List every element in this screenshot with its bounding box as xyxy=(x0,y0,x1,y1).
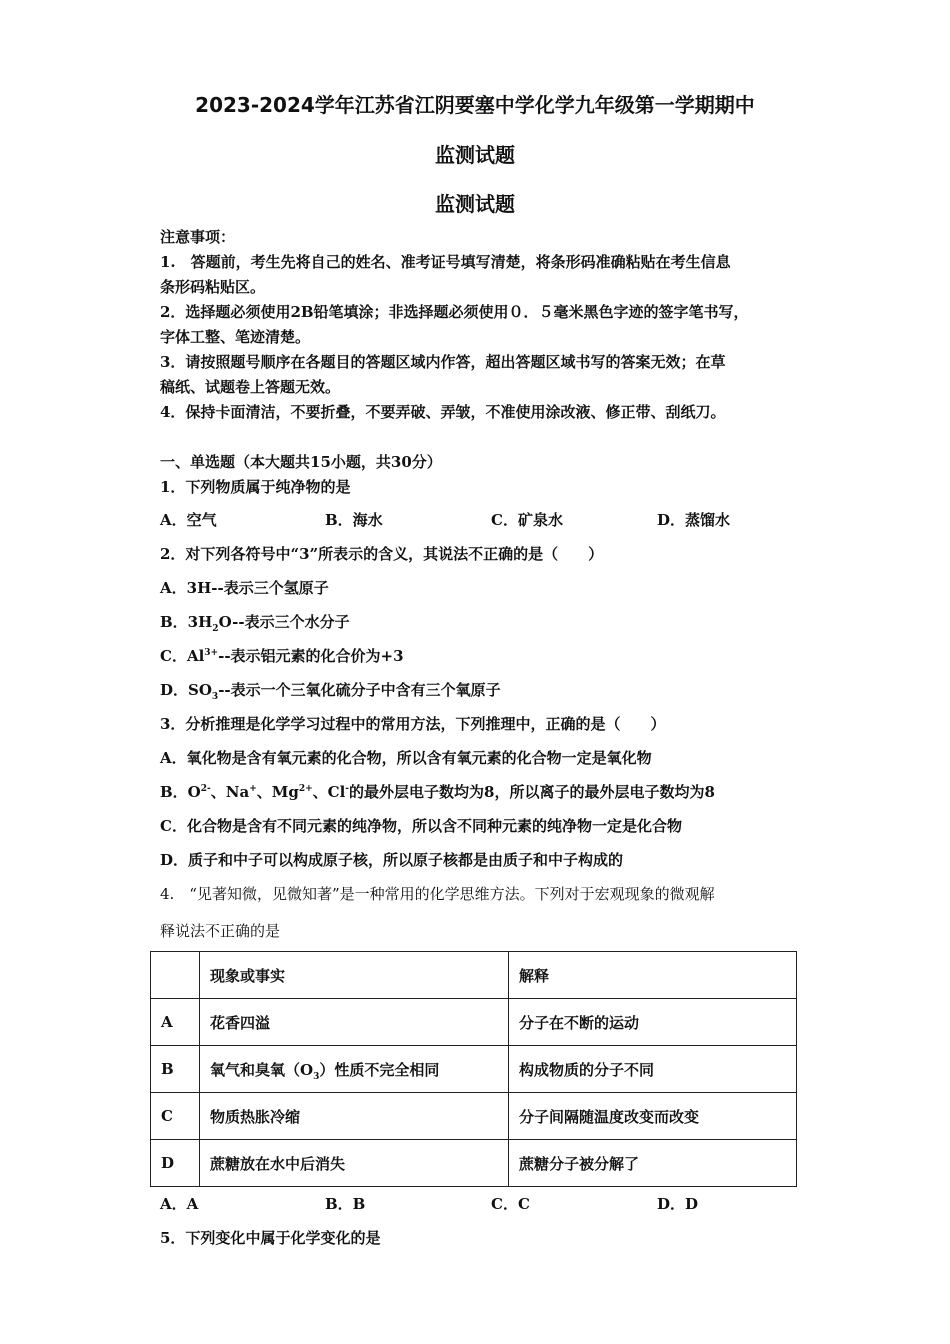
q4-option-c[interactable]: C．C xyxy=(491,1195,530,1213)
q2-option-b[interactable]: B．$3H_2O--$表示三个水分子 xyxy=(160,613,350,634)
q3-option-c[interactable]: C．化合物是含有不同元素的纯净物，所以含不同种元素的纯净物一定是化合物 xyxy=(160,817,682,835)
table-cell-key: C xyxy=(151,1093,200,1140)
table-header-cell xyxy=(151,952,200,999)
notice-2a: 2．选择题必须使用2B铅笔填涂；非选择题必须使用０．５毫米黑色字迹的签字笔书写， xyxy=(160,303,749,321)
q3-option-b[interactable]: B．$O^{2-}$、Na+、$Mg^{2+}$、Cl-的最外层电子数均为8，所以离子的最外层电子数均为8 xyxy=(160,783,715,801)
q1-option-b[interactable]: B．海水 xyxy=(325,511,383,529)
table-header-cell: 解释 xyxy=(509,952,797,999)
table-cell-key: A xyxy=(151,999,200,1046)
table-row xyxy=(151,999,797,1046)
notice-2b: 字体工整、笔迹清楚。 xyxy=(160,328,311,346)
q3-option-a[interactable]: A．氧化物是含有氧元素的化合物，所以含有氧元素的化合物一定是氧化物 xyxy=(160,749,652,767)
notice-1b: 条形码粘贴区。 xyxy=(160,278,266,296)
q4-option-d[interactable]: D．D xyxy=(657,1195,699,1213)
table-cell-key: B xyxy=(151,1046,200,1093)
q4-table xyxy=(150,951,797,1187)
table-cell-fact: 花香四溢 xyxy=(200,999,509,1046)
q2-option-c[interactable]: C．$Al^{3+}--$表示铝元素的化合价为+3 xyxy=(160,647,404,665)
table-header-cell: 现象或事实 xyxy=(200,952,509,999)
section-heading: 一、单选题（本大题共15小题，共30分） xyxy=(160,453,442,471)
q3-stem: 3．分析推理是化学学习过程中的常用方法，下列推理中，正确的是（ ） xyxy=(160,715,666,733)
q4-stem-1: 4. “见著知微，见微知著”是一种常用的化学思维方法。下列对于宏观现象的微观解 xyxy=(160,885,715,903)
q2-stem: 2．对下列各符号中“3”所表示的含义，其说法不正确的是（ ） xyxy=(160,545,604,563)
page-title: 2023-2024学年江苏省江阴要塞中学化学九年级第一学期期中 xyxy=(195,93,755,117)
q2-option-d[interactable]: D．$SO_3--$表示一个三氧化硫分子中含有三个氧原子 xyxy=(160,681,501,702)
page-subtitle: 监测试题 xyxy=(435,143,515,167)
table-row xyxy=(151,1093,797,1140)
table-cell-fact: 氧气和臭氧$(O_3)$性质不完全相同 xyxy=(200,1046,509,1093)
notice-heading: 注意事项： xyxy=(160,228,236,246)
q1-option-c[interactable]: C．矿泉水 xyxy=(491,511,563,529)
q4-option-a[interactable]: A．A xyxy=(160,1195,199,1213)
q1-option-d[interactable]: D．蒸馏水 xyxy=(657,511,731,529)
q1-stem: 1．下列物质属于纯净物的是 xyxy=(160,478,351,496)
table-cell-key: D xyxy=(151,1140,200,1187)
table-cell-fact: 蔗糖放在水中后消失 xyxy=(200,1140,509,1187)
notice-3a: 3．请按照题号顺序在各题目的答题区域内作答，超出答题区域书写的答案无效；在草 xyxy=(160,353,726,371)
table-cell-explanation: 分子间隔随温度改变而改变 xyxy=(509,1093,797,1140)
table-cell-fact: 物质热胀冷缩 xyxy=(200,1093,509,1140)
q4-option-b[interactable]: B．B xyxy=(325,1195,366,1213)
q3-option-d[interactable]: D．质子和中子可以构成原子核，所以原子核都是由质子和中子构成的 xyxy=(160,851,624,869)
notice-4: 4．保持卡面清洁，不要折叠，不要弄破、弄皱，不准使用涂改液、修正带、刮纸刀。 xyxy=(160,403,726,421)
table-row xyxy=(151,1140,797,1187)
notice-1a: 1. 答题前，考生先将自己的姓名、准考证号填写清楚，将条形码准确粘贴在考生信息 xyxy=(160,253,731,271)
q2-option-a[interactable]: A．3H--表示三个氢原子 xyxy=(160,579,329,597)
table-row xyxy=(151,1046,797,1093)
page-subtitle-repeat: 监测试题 xyxy=(435,192,515,216)
table-header-row xyxy=(151,952,797,999)
q4-stem-2: 释说法不正确的是 xyxy=(160,922,281,940)
notice-3b: 稿纸、试题卷上答题无效。 xyxy=(160,378,341,396)
table-cell-explanation: 蔗糖分子被分解了 xyxy=(509,1140,797,1187)
table-cell-explanation: 分子在不断的运动 xyxy=(509,999,797,1046)
q1-option-a[interactable]: A．空气 xyxy=(160,511,217,529)
q5-stem: 5．下列变化中属于化学变化的是 xyxy=(160,1229,381,1247)
table-cell-explanation: 构成物质的分子不同 xyxy=(509,1046,797,1093)
